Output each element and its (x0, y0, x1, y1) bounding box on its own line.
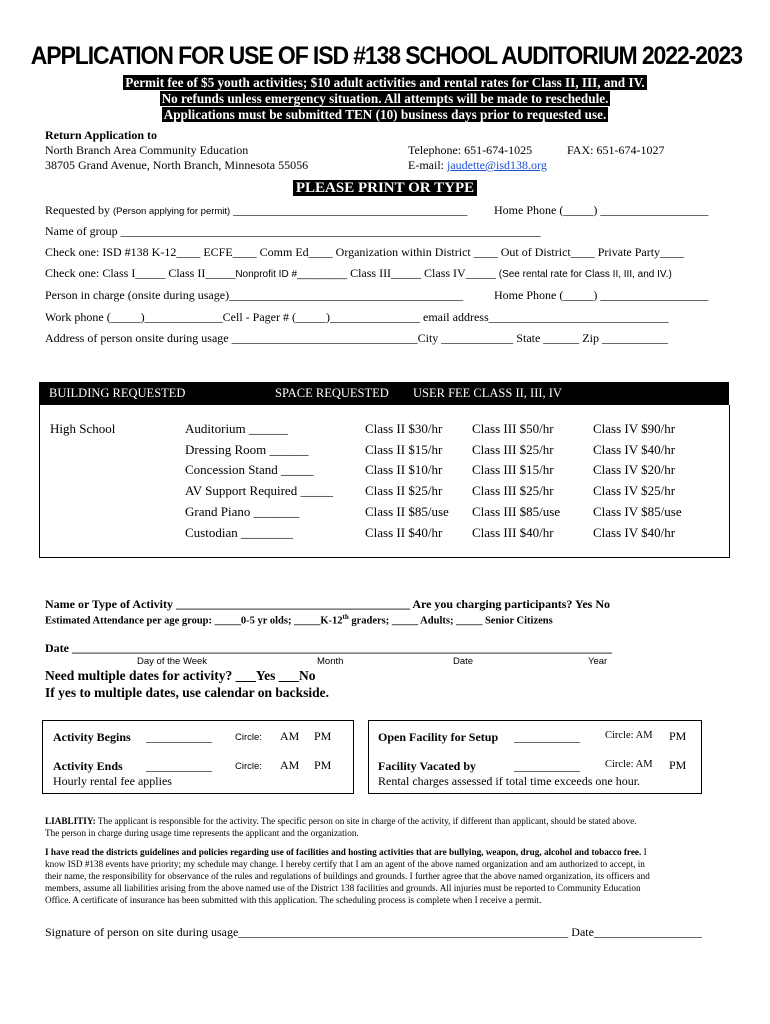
hourly-fee-note: Hourly rental fee applies (53, 774, 172, 788)
fee-class4-custodian: Class IV $40/hr (593, 525, 676, 540)
fee-class2-concession: Class II $10/hr (365, 462, 443, 477)
rental-charges-note: Rental charges assessed if total time exceeds one hour. (378, 774, 641, 788)
fee-class3-dressing: Class III $25/hr (472, 442, 554, 457)
activity-name-field[interactable]: Name or Type of Activity _______________________________________ Are you charging participants? Yes No (45, 597, 610, 611)
ends-pm-option[interactable]: PM (314, 758, 332, 772)
fee-class3-custodian: Class III $40/hr (472, 525, 554, 540)
setup-am-option[interactable]: Circle: AM (605, 730, 653, 741)
header-fee: USER FEE CLASS II, III, IV (413, 386, 562, 400)
label-month: Month (317, 656, 344, 667)
fee-class2-auditorium: Class II $30/hr (365, 421, 443, 436)
building-high-school: High School (50, 421, 116, 436)
space-concession-stand[interactable]: Concession Stand _____ (185, 462, 314, 477)
fee-class2-av: Class II $25/hr (365, 483, 443, 498)
email-line (408, 158, 547, 173)
return-address: 38705 Grand Avenue, North Branch, Minnesota 55056 (45, 158, 309, 172)
rental-rate-note: (See rental rate for Class II, III, and IV.) (498, 269, 672, 280)
label-day-of-week: Day of the Week (137, 656, 208, 667)
requested-by-label: Requested by (45, 203, 110, 217)
return-heading: Return Application to (45, 128, 158, 142)
agreement-line-5: Office. A certificate of insurance has been submitted with this application. The scheduling process is complete when I receive a permit. (45, 895, 542, 905)
vacated-field[interactable]: ___________ (514, 759, 580, 773)
fee-class4-concession: Class IV $20/hr (593, 462, 676, 477)
header-space: SPACE REQUESTED (275, 386, 389, 400)
circle-label-1: Circle: (235, 732, 262, 743)
requested-by-note: (Person applying for permit) (113, 206, 231, 217)
circle-label-2: Circle: (235, 761, 262, 772)
calendar-note: If yes to multiple dates, use calendar on backside. (45, 685, 330, 700)
space-dressing-room[interactable]: Dressing Room ______ (185, 442, 309, 457)
address-line[interactable]: Address of person onsite during usage _______________________________City ____________ State ______ Zip ___________ (45, 331, 668, 345)
check-one-org-type[interactable]: Check one: ISD #138 K-12____ ECFE____ Comm Ed____ Organization within District ____ Out of District____ Private Party____ (45, 245, 685, 259)
telephone: Telephone: 651-674-1025 (408, 143, 533, 157)
refund-notice: No refunds unless emergency situation. All attempts will be made to reschedule. (161, 91, 609, 106)
activity-begins-field[interactable]: ___________ (146, 730, 212, 744)
multiple-dates-question[interactable]: Need multiple dates for activity? ___Yes ___No (45, 668, 316, 683)
agreement-bold-tail: I (641, 847, 647, 857)
agreement-line-1 (45, 847, 647, 857)
date-field[interactable]: Date __________________________________________________________________________________________ (45, 641, 612, 655)
attendance-sup: th (342, 613, 349, 621)
requested-by-field[interactable]: _______________________________________ (233, 203, 468, 217)
label-year: Year (588, 656, 608, 667)
fee-class2-custodian: Class II $40/hr (365, 525, 443, 540)
attendance-part-1[interactable]: Estimated Attendance per age group: _____0-5 yr olds; _____K-12 (45, 615, 343, 627)
print-heading: PLEASE PRINT OR TYPE (0, 180, 770, 197)
activity-times-box (42, 720, 354, 794)
liability-text-1: The applicant is responsible for the activity. The specific person on site in charge of the activity, if different than applicant, should be stated above. (95, 816, 637, 826)
liability-label: LIABLITIY: (45, 816, 96, 826)
agreement-line-2: know ISD #138 events have priority; my schedule may change. I hereby certify that I am an agent of the above named organization and am authorized to accept, in (45, 859, 645, 869)
fee-class2-piano: Class II $85/use (365, 504, 449, 519)
email-label: E-mail: (408, 158, 447, 172)
vacated-am-option[interactable]: Circle: AM (605, 759, 653, 770)
liability-line-1 (45, 816, 637, 826)
activity-ends-field[interactable]: ___________ (146, 759, 212, 773)
header-building: BUILDING REQUESTED (49, 386, 186, 400)
work-phone-line[interactable]: Work phone (_____)_____________Cell - Pager # (_____)_______________ email address______________________________ (45, 310, 669, 324)
fee-class4-auditorium: Class IV $90/hr (593, 421, 676, 436)
space-auditorium[interactable]: Auditorium ______ (185, 421, 288, 436)
agreement-line-3: their name, the responsibility for observance of the rules and regulations of buildings and grounds. I further agree that the above named organization, its officers and (45, 871, 650, 881)
home-phone-field-2[interactable]: Home Phone (_____) __________________ (494, 288, 709, 302)
return-org: North Branch Area Community Education (45, 143, 249, 157)
signature-field[interactable]: Signature of person on site during usage_______________________________________________________ Date__________________ (45, 925, 702, 939)
ends-am-option[interactable]: AM (280, 758, 300, 772)
fee-class4-piano: Class IV $85/use (593, 504, 682, 519)
attendance-part-2[interactable]: graders; _____ Adults; _____ Senior Citizens (348, 615, 553, 627)
fee-class3-concession: Class III $15/hr (472, 462, 554, 477)
setup-label: Open Facility for Setup (378, 730, 499, 744)
class-options-2[interactable]: Class III_____ Class IV_____ (347, 266, 496, 280)
label-date: Date (453, 656, 474, 667)
check-one-class[interactable] (45, 266, 672, 281)
agreement-line-4: members, assume all liabilities arising from the above named use of the District 138 facilities and grounds. All injuries must be reported to Community Education (45, 883, 641, 893)
facility-table (39, 405, 730, 558)
table-header (39, 382, 729, 405)
setup-field[interactable]: ___________ (514, 730, 580, 744)
fee-class3-auditorium: Class III $50/hr (472, 421, 554, 436)
activity-begins-label: Activity Begins (53, 730, 131, 744)
requested-by-line (45, 203, 467, 218)
facility-times-box (368, 720, 702, 794)
group-name-field[interactable]: Name of group ______________________________________________________________________ (45, 224, 541, 238)
fee-notice: Permit fee of $5 youth activities; $10 adult activities and rental rates for Class II, III, and IV. (125, 75, 645, 90)
fee-class4-av: Class IV $25/hr (593, 483, 676, 498)
fee-class3-av: Class III $25/hr (472, 483, 554, 498)
activity-ends-label: Activity Ends (53, 759, 123, 773)
space-grand-piano[interactable]: Grand Piano _______ (185, 504, 300, 519)
class-options[interactable]: Check one: Class I_____ Class II_____ (45, 266, 236, 280)
space-av-support[interactable]: AV Support Required _____ (185, 483, 333, 498)
email-link[interactable]: jaudette@isd138.org (447, 158, 547, 172)
page-title: APPLICATION FOR USE OF ISD #138 SCHOOL AUDITORIUM 2022-2023 (30, 42, 742, 70)
fax: FAX: 651-674-1027 (567, 143, 665, 157)
deadline-notice: Applications must be submitted TEN (10) business days prior to requested use. (163, 107, 607, 122)
home-phone-field[interactable]: Home Phone (_____) __________________ (494, 203, 709, 217)
fee-class4-dressing: Class IV $40/hr (593, 442, 676, 457)
person-in-charge-field[interactable]: Person in charge (onsite during usage)_______________________________________ (45, 288, 464, 302)
fee-class2-dressing: Class II $15/hr (365, 442, 443, 457)
liability-line-2: The person in charge during usage time represents the applicant and the organization. (45, 828, 359, 838)
vacated-label: Facility Vacated by (378, 759, 476, 773)
nonprofit-id-field[interactable]: Nonprofit ID #_________ (235, 269, 348, 280)
agreement-bold: I have read the districts guidelines and policies regarding use of facilities and hosting activities that are bullying, weapon, drug, alcohol and tobacco free. (45, 847, 642, 857)
vacated-pm-option[interactable]: PM (669, 758, 687, 772)
fee-class3-piano: Class III $85/use (472, 504, 561, 519)
begins-am-option[interactable]: AM (280, 729, 300, 743)
begins-pm-option[interactable]: PM (314, 729, 332, 743)
attendance-line[interactable] (45, 613, 553, 627)
space-custodian[interactable]: Custodian ________ (185, 525, 293, 540)
setup-pm-option[interactable]: PM (669, 729, 687, 743)
